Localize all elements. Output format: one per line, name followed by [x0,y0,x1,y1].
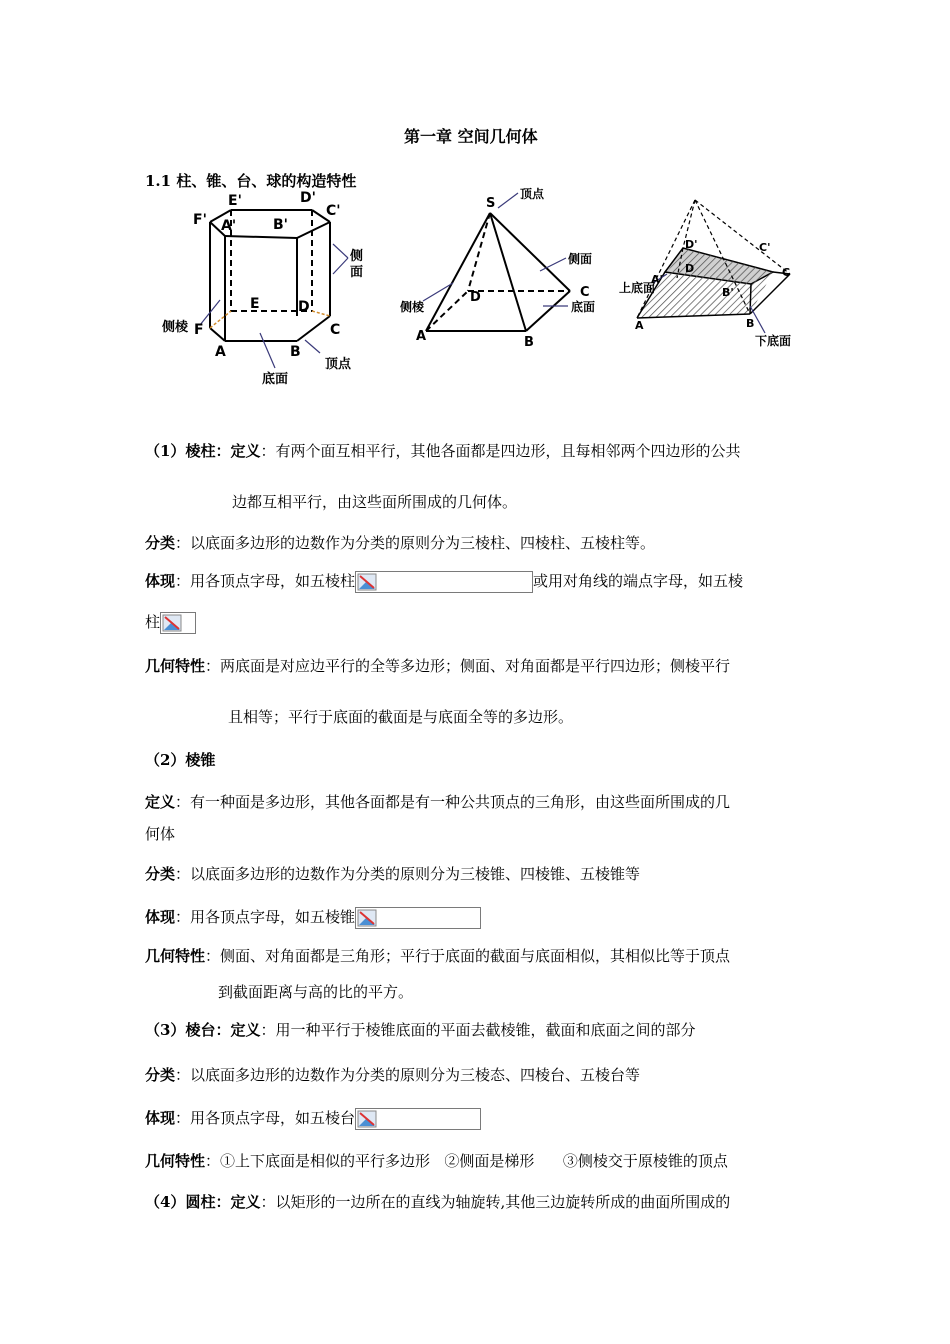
prism-representation-cont: 柱 [145,612,196,634]
hexagonal-prism-figure [150,188,390,393]
pyramid-figure [398,183,613,353]
prism-properties-line2: 且相等；平行于底面的截面是与底面全等的多边形。 [228,708,574,726]
annotation: 底面 [571,300,596,314]
pyramid-definition-line1: 定义：有一种面是多边形，其他各面都是有一种公共顶点的三角形，由这些面所围成的几 [145,793,731,811]
vertex-label: E [250,296,260,312]
vertex-label: B' [273,217,288,233]
frustum-properties: 几何特性：①上下底面是相似的平行多边形 ②侧面是梯形 ③侧棱交于原棱锥的顶点 [145,1152,728,1170]
prism-representation: 体现：用各顶点字母，如五棱柱 或用对角线的端点字母，如五棱 [145,571,743,593]
prism-definition-line1: （1）棱柱：定义：有两个面互相平行，其他各面都是四边形，且每相邻两个四边形的公共 [145,442,741,460]
pyramid-definition-line2: 何体 [145,825,176,843]
broken-image-icon [355,571,533,593]
annotation: 上底面 [619,281,656,295]
pyramid-heading: （2）棱锥 [145,751,216,769]
frustum-classification: 分类：以底面多边形的边数作为分类的原则分为三棱态、四棱台、五棱台等 [145,1066,641,1084]
vertex-label: B [290,344,301,360]
vertex-label: D' [685,238,698,251]
broken-image-icon [355,907,481,929]
vertex-label: C' [759,241,771,254]
vertex-label: C [782,266,791,279]
pyramid-properties-line1: 几何特性：侧面、对角面都是三角形；平行于底面的截面与底面相似，其相似比等于顶点 [145,947,731,965]
vertex-label: A [416,329,427,344]
annotation: 面 [350,265,364,280]
vertex-label: C [330,322,341,338]
vertex-label: A [635,319,644,332]
pyramid-properties-line2: 到截面距离与高的比的平方。 [218,983,414,1001]
vertex-label: C' [326,203,341,219]
vertex-label: D [470,290,481,305]
vertex-label: A [215,344,226,360]
frustum-figure [615,188,805,353]
vertex-label: D [298,299,310,315]
vertex-label: D' [300,190,316,206]
annotation: 底面 [262,372,289,387]
annotation: 侧面 [568,252,593,266]
chapter-title: 第一章 空间几何体 [404,127,538,146]
cylinder-definition: （4）圆柱：定义：以矩形的一边所在的直线为轴旋转,其他三边旋转所成的曲面所围成的 [145,1193,731,1211]
vertex-label: A' [221,218,237,234]
prism-classification: 分类：以底面多边形的边数作为分类的原则分为三棱柱、四棱柱、五棱柱等。 [145,534,656,552]
annotation: 顶点 [325,357,352,372]
annotation: 侧棱 [400,300,425,314]
annotation: 侧 [350,249,364,264]
vertex-label: S [486,196,496,211]
vertex-label: F [194,322,204,338]
broken-image-icon [160,612,196,634]
broken-image-icon [355,1108,481,1130]
annotation: 侧棱 [162,320,189,335]
annotation: 下底面 [755,334,792,348]
vertex-label: B [524,335,534,350]
prism-properties-line1: 几何特性：两底面是对应边平行的全等多边形；侧面、对角面都是平行四边形；侧棱平行 [145,657,731,675]
frustum-representation: 体现：用各顶点字母，如五棱台 [145,1108,481,1130]
annotation: 顶点 [520,187,545,201]
vertex-label: A' [651,273,663,286]
vertex-label: F' [193,212,207,228]
prism-definition-line2: 边都互相平行，由这些面所围成的几何体。 [232,493,518,511]
section-title: 1.1 柱、锥、台、球的构造特性 [145,172,357,190]
vertex-label: B [746,317,755,330]
vertex-label: D [685,262,695,275]
frustum-definition: （3）棱台：定义：用一种平行于棱锥底面的平面去截棱锥，截面和底面之间的部分 [145,1021,696,1039]
vertex-label: C [580,285,590,300]
pyramid-representation: 体现：用各顶点字母，如五棱锥 [145,907,481,929]
vertex-label: E' [228,193,242,209]
vertex-label: B' [722,286,734,299]
pyramid-classification: 分类：以底面多边形的边数作为分类的原则分为三棱锥、四棱锥、五棱锥等 [145,865,641,883]
